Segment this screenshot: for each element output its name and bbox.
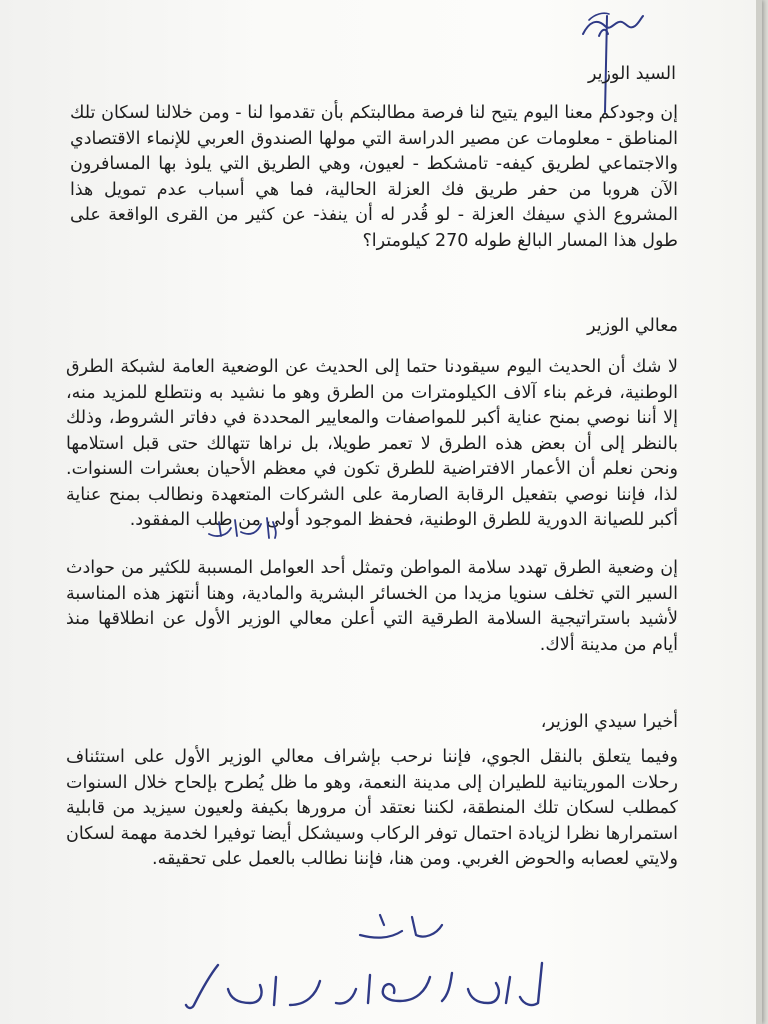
- paragraph-road-safety: إن وضعية الطرق تهدد سلامة المواطن وتمثل أحد العوامل المسببة للكثير من حوادث السير التي تخلف سنويا مزيدا من الخسائر البشرية والمادية، وهنا أنتهز هذه المناسبة لأشيد باستراتيجية السلامة الطرقية التي أعلن معالي الوزير الأول عن انطلاقها منذ أيام من مدينة ألاك.: [66, 558, 678, 655]
- paragraph-road-network: لا شك أن الحديث اليوم سيقودنا حتما إلى الحديث عن الوضعية العامة لشبكة الطرق الوطنية، فرغم بناء آلاف الكيلومترات من الطرق وهو ما نشيد به ونتطلع للمزيد منه، إلا أننا نوصي بمنح عناية أكبر للمواصفات والمعايير المحددة في دفاتر الشروط، وذلك بالنظر إلى أن بعض هذه الطرق لا تعمر طويلا، بل نراها تتهالك حتى قبل استلامها ونحن نعلم أن الأعمار الافتراضية للطرق تكون في معظم الأحيان بعشرات السنوات. لذا، فإننا نوصي بتفعيل الرقابة الصارمة على الشركات المتعهدة ونطالب بمنح عناية أكبر للصيانة الدورية للطرق الوطنية، فحفظ الموجود أولى من طلب المفقود.: [66, 357, 678, 530]
- paragraph-air-transport: وفيما يتعلق بالنقل الجوي، فإننا نرحب بإشراف معالي الوزير الأول على استئناف رحلات الموريتانية للطيران إلى مدينة النعمة، وهو ما ظل يُطرح بإلحاح خلال السنوات كمطلب لسكان تلك المنطقة، لكننا نعتقد أن مرورها بكيفة ولعيون سيزيد من قابلية استمرارها نظرا لزيادة احتمال توفر الركاب وسيشكل أيضا توفيرا لخدمة مهمة لسكان ولايتي لعصابه والحوض الغربي. ومن هنا، فإننا نطالب بالعمل على تحقيقه.: [66, 747, 678, 869]
- signature-thanks-text: [360, 912, 450, 940]
- handwritten-inline-note-text: [210, 516, 270, 538]
- paragraph-road-study: إن وجودكم معنا اليوم يتيح لنا فرصة مطالبتكم بأن تقدموا لنا - ومن خلالنا لسكان تلك المناطق - معلومات عن مصير الدراسة التي مولها الصندوق العربي للإنماء الاقتصادي والاجتماعي لطريق كيفه- تامشكط - لعيون، وهي الطريق التي يلوذ بها المسافرون الآن هروبا من حفر طريق فك العزلة الحالية، فما هي أسباب عدم تمويل هذا المشروع الذي سيفك العزلة - لو قُدر له أن ينفذ- عن كثير من القرى الواقعة على طول هذا المسار البالغ طوله 270 كيلومترا؟: [70, 103, 678, 251]
- signature-name-text: [186, 962, 546, 1002]
- salutation-excellency: معالي الوزير: [587, 316, 678, 336]
- page-edge: [756, 0, 762, 1024]
- salutation-finally: أخيرا سيدي الوزير،: [540, 712, 678, 732]
- handwritten-top-mark-text: [580, 14, 640, 38]
- salutation-minister: السيد الوزير: [587, 64, 676, 84]
